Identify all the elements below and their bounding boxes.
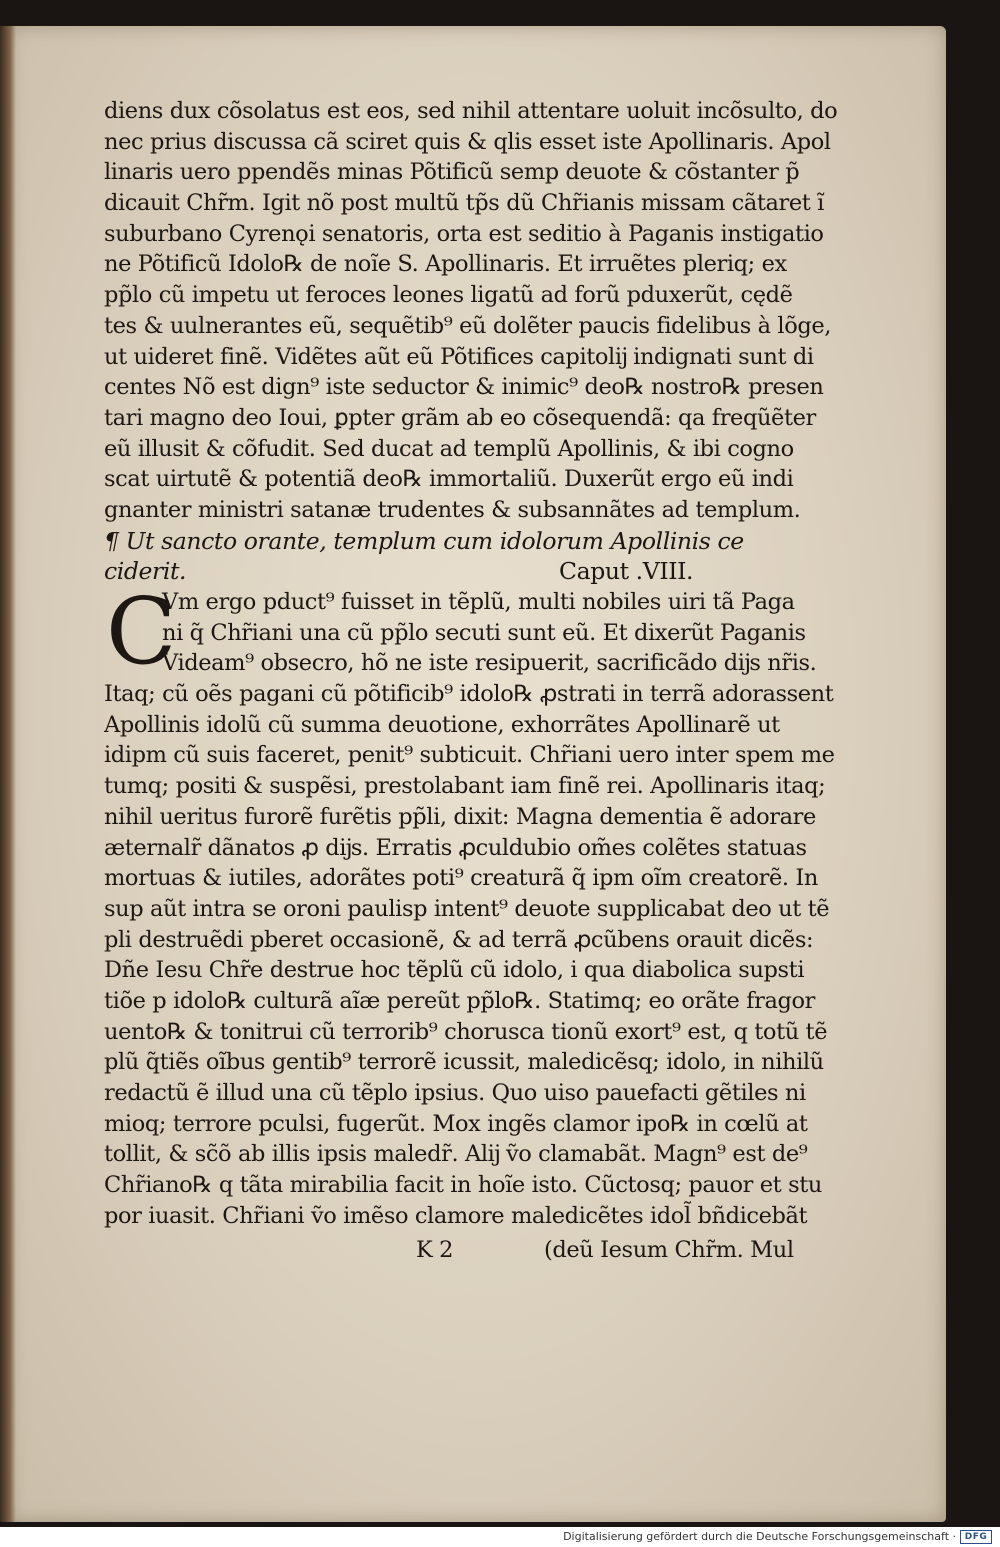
chapter-heading-end: ciderit.	[104, 557, 187, 586]
text-line: centes Nõ est dign⁹ iste seductor & inimic⁹ deo℞ nostro℞ presen	[104, 374, 824, 401]
text-line: dicauit Chr̃m. Igit nõ post multũ tp̃s dũ Chr̃ianis missam cãtaret ĩ	[104, 190, 824, 217]
text-line: pli destruẽdi pberet occasionẽ, & ad terrã ꝓcũbens orauit dicẽs:	[104, 926, 814, 953]
text-line: nec prius discussa cã sciret quis & qlis esset iste Apollinaris. Apol	[104, 128, 831, 155]
text-line: mortuas & iutiles, adorãtes poti⁹ creaturã q̃ ipm oĩm creatorẽ. In	[104, 865, 818, 892]
chapter-heading-continuation	[104, 556, 846, 587]
text-line: mioq; terrore pculsi, fugerũt. Mox ingẽs clamor ipo℞ in cœlũ at	[104, 1110, 808, 1137]
page-text-block	[104, 96, 846, 1266]
text-line: Chr̃iano℞ q tãta mirabilia facit in hoĩe isto. Cũctosq; pauor et stu	[104, 1172, 822, 1199]
text-line: gnanter ministri satanæ trudentes & subsannãtes ad templum.	[104, 496, 801, 523]
text-line: sup aũt intra se oroni paulisp intent⁹ deuote supplicabat deo ut tẽ	[104, 895, 830, 922]
dfg-logo-icon: DFG	[960, 1530, 992, 1544]
digitization-credit-bar	[0, 1527, 1000, 1547]
drop-cap-initial: C	[106, 578, 176, 685]
text-line: por iuasit. Chr̃iani ṽo imẽso clamore maledicẽtes idol̃ bñdicebãt	[104, 1202, 808, 1229]
text-line: linaris uero ppendẽs minas Põtificũ semp deuote & cõstanter p̃	[104, 159, 800, 186]
credit-text: Digitalisierung gefördert durch die Deutsche Forschungsgemeinschaft ·	[563, 1530, 956, 1543]
text-line: tiõe p idolo℞ culturã aĩæ pereũt pp̃lo℞. Statimq; eo orãte fragor	[104, 987, 815, 1014]
text-line: pp̃lo cũ impetu ut feroces leones ligatũ ad forũ pduxerũt, cędẽ	[104, 282, 793, 309]
text-line: scat uirtutẽ & potentiã deo℞ immortaliũ. Duxerũt ergo eũ indi	[104, 466, 794, 493]
text-line: nihil ueritus furorẽ furẽtis pp̃li, dixit: Magna dementia ẽ adorare	[104, 803, 816, 830]
page-gutter-edge	[0, 26, 16, 1522]
chapter-opening	[104, 578, 846, 685]
text-line: æternalr̃ dãnatos ꝓ dĳs. Erratis ꝓculdubio om̃es colẽtes statuas	[104, 834, 807, 861]
text-line: uento℞ & tonitrui cũ terrorib⁹ chorusca tionũ exort⁹ est, q totũ tẽ	[104, 1018, 828, 1045]
text-line: ne Põtificũ Idolo℞ de noĩe S. Apollinaris. Et irruẽtes plerіq; ex	[104, 251, 787, 278]
chapter-number: Caput .VIII.	[559, 557, 694, 586]
text-line: tari magno deo Ioui, ꝑpter grãm ab eo cõsequendã: qa freqũẽter	[104, 404, 816, 431]
chapter-heading: ¶ Ut sancto orante, templum cum idolorum Apollinis ce	[104, 526, 744, 555]
text-line: Vm ergo pduct⁹ fuisset in tẽplũ, multi nobiles uiri tã Paga	[162, 589, 795, 615]
signature-mark: K 2	[416, 1237, 454, 1264]
text-line: eũ illusit & cõfudit. Sed ducat ad templũ Apollinis, & ibi cogno	[104, 435, 794, 462]
text-line: Videam⁹ obsecro, hõ ne iste resipuerit, sacrificãdo dĳs nr̃is.	[162, 650, 817, 677]
page-footer	[104, 1235, 846, 1266]
text-line: ut uideret finẽ. Vidẽtes aũt eũ Põtifices capitolĳ indignati sunt di	[104, 343, 814, 370]
text-line: tes & uulnerantes eũ, sequẽtib⁹ eũ dolẽter paucis fidelibus à lõge,	[104, 312, 832, 339]
text-line: plũ q̃tiẽs oĩbus gentib⁹ terrorẽ icussit, maledicẽsq; idolo, in nihilũ	[104, 1049, 824, 1076]
text-line: Itaq; cũ oẽs pagani cũ põtificib⁹ idolo℞ ꝓstrati in terrã adorassent	[104, 681, 834, 708]
text-line: Dñe Iesu Chr̃e destrue hoc tẽplũ cũ idolo, i qua diabolica supsti	[104, 957, 805, 984]
text-line: tollit, & sc̃õ ab illis ipsis maledr̃. Alĳ ṽo clamabãt. Magn⁹ est de⁹	[104, 1141, 808, 1168]
catchword: (deũ Iesum Chr̃m. Mul	[544, 1237, 794, 1264]
text-line: idipm cũ suis faceret, penit⁹ subticuit. Chr̃iani uero inter spem me	[104, 742, 835, 769]
text-line: ni q̃ Chr̃iani una cũ pp̃lo secuti sunt eũ. Et dixerũt Paganis	[162, 619, 806, 646]
text-line: redactũ ẽ illud una cũ tẽplo ipsius. Quo uiso pauefacti gẽtiles ni	[104, 1080, 806, 1106]
text-line: tumq; positi & suspẽsi, prestolabant iam finẽ rei. Apollinaris itaq;	[104, 773, 826, 800]
text-line: Apollinis idolũ cũ summa deuotione, exhorrãtes Apollinarẽ ut	[104, 711, 780, 738]
text-line: diens dux cõsolatus est eos, sed nihil attentare uoluit incõsulto, do	[104, 98, 838, 124]
text-line: suburbano Cyrenǫi senatoris, orta est seditio à Paganis instigatio	[104, 220, 824, 247]
